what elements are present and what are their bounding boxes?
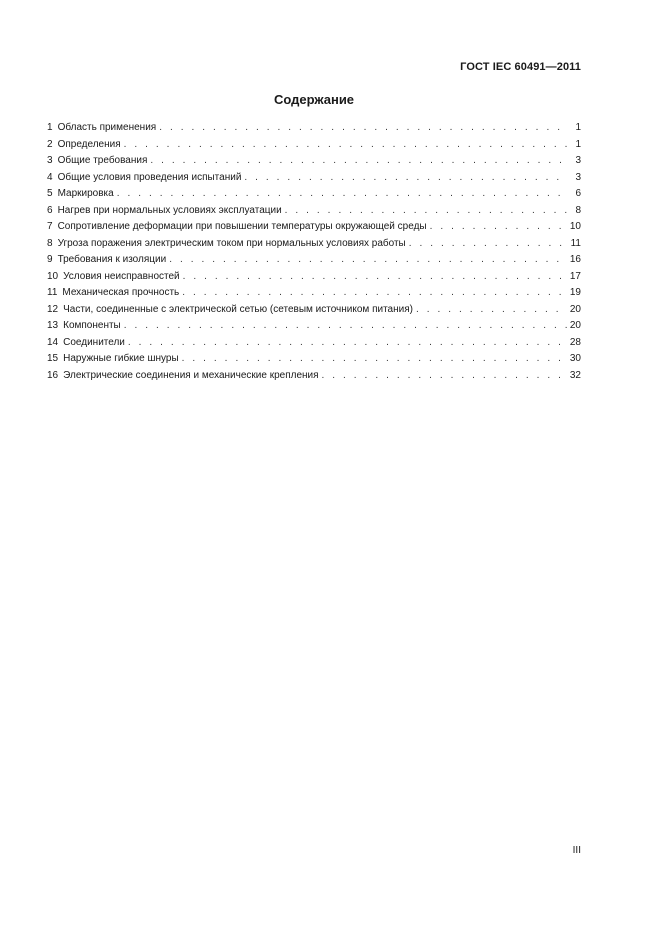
toc-entry-page: 8 <box>575 204 581 216</box>
toc-entry[interactable] <box>47 186 581 203</box>
toc-entry-page: 10 <box>569 221 581 232</box>
toc-entry-page: 1 <box>575 138 581 150</box>
toc-entry[interactable] <box>47 335 581 352</box>
toc-entry-number: 16 <box>47 369 59 381</box>
table-of-contents <box>47 120 581 384</box>
standard-code: ГОСТ IEC 60491—2011 <box>460 61 581 73</box>
toc-leader-dots <box>416 302 567 319</box>
toc-entry-page: 32 <box>569 369 581 381</box>
toc-leader-dots <box>117 186 568 203</box>
toc-entry-title: Общие условия проведения испытаний <box>57 171 242 183</box>
toc-leader-dots <box>169 252 567 269</box>
toc-entry[interactable] <box>47 368 581 385</box>
toc-entry-number: 13 <box>47 320 59 331</box>
toc-entry[interactable] <box>47 153 581 170</box>
toc-entry[interactable] <box>47 236 581 253</box>
toc-entry-title: Нагрев при нормальных условиях эксплуатации <box>57 204 282 216</box>
toc-leader-dots <box>182 285 567 302</box>
toc-entry[interactable] <box>47 252 581 269</box>
toc-leader-dots <box>409 236 568 253</box>
toc-entry[interactable] <box>47 203 581 220</box>
toc-title: Содержание <box>273 92 355 107</box>
toc-entry-title: Общие требования <box>57 155 148 166</box>
toc-entry-number: 10 <box>47 270 59 282</box>
toc-leader-dots <box>124 137 568 154</box>
toc-entry-number: 3 <box>47 155 53 166</box>
toc-entry-title: Части, соединенные с электрической сетью (сетевым источником питания) <box>63 303 413 315</box>
toc-entry-page: 19 <box>569 287 581 298</box>
toc-entry-number: 1 <box>47 122 53 133</box>
toc-leader-dots <box>128 335 567 352</box>
toc-entry-page: 30 <box>569 353 581 364</box>
toc-entry-page: 3 <box>575 171 581 183</box>
toc-entry[interactable] <box>47 219 581 236</box>
toc-entry-title: Наружные гибкие шнуры <box>63 353 179 364</box>
toc-entry[interactable] <box>47 137 581 154</box>
toc-entry[interactable] <box>47 302 581 319</box>
toc-entry-title: Угроза поражения электрическим током при нормальных условиях работы <box>57 237 406 249</box>
toc-entry[interactable] <box>47 318 581 335</box>
toc-entry-title: Условия неисправностей <box>63 270 180 282</box>
toc-entry-title: Сопротивление деформации при повышении температуры окружающей среды <box>57 221 427 232</box>
toc-entry-page: 11 <box>570 237 581 249</box>
toc-entry-page: 6 <box>575 188 581 199</box>
toc-entry[interactable] <box>47 285 581 302</box>
toc-entry[interactable] <box>47 120 581 137</box>
toc-entry-title: Электрические соединения и механические крепления <box>63 369 319 381</box>
toc-entry-number: 6 <box>47 204 53 216</box>
toc-entry-number: 2 <box>47 138 53 150</box>
toc-entry-title: Область применения <box>57 122 157 133</box>
toc-leader-dots <box>430 219 567 236</box>
toc-entry-page: 1 <box>575 122 581 133</box>
toc-entry-title: Определения <box>57 138 121 150</box>
toc-leader-dots <box>124 318 567 335</box>
toc-leader-dots <box>150 153 568 170</box>
toc-entry-number: 11 <box>47 287 58 298</box>
toc-entry-number: 15 <box>47 353 59 364</box>
toc-entry-number: 8 <box>47 237 53 249</box>
toc-entry[interactable] <box>47 170 581 187</box>
toc-entry-page: 3 <box>575 155 581 166</box>
toc-leader-dots <box>182 351 567 368</box>
toc-entry-number: 5 <box>47 188 53 199</box>
toc-entry-page: 16 <box>569 254 581 265</box>
toc-entry-page: 28 <box>569 336 581 348</box>
toc-entry-page: 20 <box>569 303 581 315</box>
toc-entry-title: Компоненты <box>63 320 121 331</box>
toc-entry-page: 17 <box>569 270 581 282</box>
toc-entry-number: 9 <box>47 254 53 265</box>
toc-leader-dots <box>285 203 568 220</box>
toc-entry[interactable] <box>47 269 581 286</box>
toc-leader-dots <box>183 269 567 286</box>
toc-entry-title: Маркировка <box>57 188 114 199</box>
toc-leader-dots <box>159 120 568 137</box>
toc-entry-number: 12 <box>47 303 59 315</box>
toc-entry-number: 7 <box>47 221 53 232</box>
page-number: III <box>572 845 581 856</box>
toc-leader-dots <box>244 170 568 187</box>
toc-entry-page: 20 <box>569 320 581 331</box>
toc-entry[interactable] <box>47 351 581 368</box>
toc-leader-dots <box>322 368 567 385</box>
toc-entry-title: Механическая прочность <box>62 287 180 298</box>
toc-entry-title: Требования к изоляции <box>57 254 167 265</box>
toc-entry-number: 14 <box>47 336 59 348</box>
toc-entry-title: Соединители <box>63 336 125 348</box>
toc-entry-number: 4 <box>47 171 53 183</box>
